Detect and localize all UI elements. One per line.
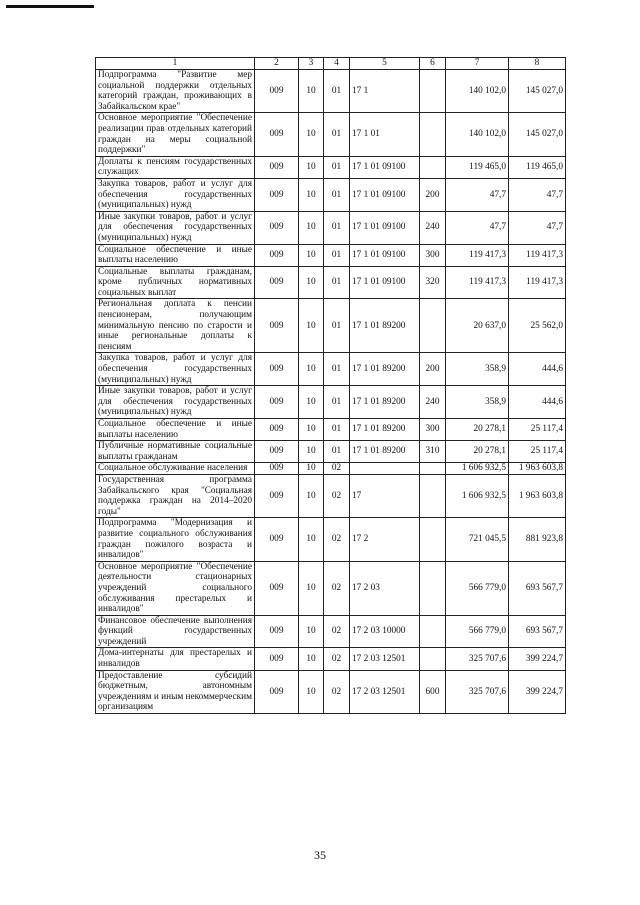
cell-section: 10 — [299, 463, 324, 475]
header-col-6: 6 — [420, 58, 446, 70]
cell-target-article — [350, 463, 420, 475]
cell-name: Подпрограмма "Модернизация и развитие социального обслуживания граждан пожилого возраста и инвалидов" — [96, 518, 255, 561]
cell-ministry-code: 009 — [255, 156, 299, 178]
cell-expense-type — [420, 474, 446, 517]
cell-amount-year-1: 325 707,6 — [446, 648, 509, 670]
cell-subsection: 01 — [324, 211, 350, 244]
header-col-2: 2 — [255, 58, 299, 70]
cell-amount-year-1: 721 045,5 — [446, 518, 509, 561]
cell-section: 10 — [299, 156, 324, 178]
cell-amount-year-2: 693 567,7 — [509, 615, 566, 648]
cell-section: 10 — [299, 561, 324, 615]
cell-section: 10 — [299, 386, 324, 419]
cell-subsection: 02 — [324, 561, 350, 615]
cell-subsection: 01 — [324, 156, 350, 178]
table-row — [96, 353, 566, 386]
cell-subsection: 02 — [324, 474, 350, 517]
cell-target-article: 17 1 01 09100 — [350, 266, 420, 299]
cell-expense-type: 240 — [420, 386, 446, 419]
cell-name: Региональная доплата к пенсии пенсионерам, получающим минимальную пенсию по старости и иные региональные доплаты к пенсиям — [96, 299, 255, 353]
cell-amount-year-2: 25 562,0 — [509, 299, 566, 353]
cell-amount-year-2: 145 027,0 — [509, 70, 566, 113]
cell-amount-year-1: 119 417,3 — [446, 244, 509, 266]
cell-subsection: 01 — [324, 386, 350, 419]
table-row — [96, 441, 566, 463]
cell-name: Публичные нормативные социальные выплаты гражданам — [96, 441, 255, 463]
cell-amount-year-1: 140 102,0 — [446, 70, 509, 113]
cell-subsection: 01 — [324, 244, 350, 266]
cell-section: 10 — [299, 211, 324, 244]
cell-amount-year-1: 140 102,0 — [446, 113, 509, 156]
cell-section: 10 — [299, 419, 324, 441]
cell-expense-type: 320 — [420, 266, 446, 299]
table-row — [96, 70, 566, 113]
cell-amount-year-1: 20 278,1 — [446, 441, 509, 463]
cell-amount-year-2: 119 465,0 — [509, 156, 566, 178]
cell-ministry-code: 009 — [255, 615, 299, 648]
budget-table-container — [95, 57, 565, 714]
cell-expense-type — [420, 299, 446, 353]
header-col-1: 1 — [96, 58, 255, 70]
cell-expense-type — [420, 518, 446, 561]
cell-ministry-code: 009 — [255, 518, 299, 561]
cell-ministry-code: 009 — [255, 463, 299, 475]
cell-target-article: 17 1 01 89200 — [350, 441, 420, 463]
page-number: 35 — [314, 848, 326, 862]
cell-amount-year-2: 145 027,0 — [509, 113, 566, 156]
cell-amount-year-2: 1 963 603,8 — [509, 474, 566, 517]
cell-ministry-code: 009 — [255, 419, 299, 441]
cell-name: Закупка товаров, работ и услуг для обеспечения государственных (муниципальных) нужд — [96, 178, 255, 211]
cell-ministry-code: 009 — [255, 211, 299, 244]
cell-amount-year-2: 399 224,7 — [509, 670, 566, 713]
cell-name: Социальное обеспечение и иные выплаты населению — [96, 244, 255, 266]
cell-expense-type — [420, 70, 446, 113]
table-row — [96, 113, 566, 156]
cell-subsection: 01 — [324, 113, 350, 156]
cell-subsection: 02 — [324, 463, 350, 475]
cell-ministry-code: 009 — [255, 670, 299, 713]
cell-name: Социальное обеспечение и иные выплаты населению — [96, 419, 255, 441]
cell-subsection: 01 — [324, 353, 350, 386]
cell-subsection: 01 — [324, 299, 350, 353]
cell-ministry-code: 009 — [255, 70, 299, 113]
cell-amount-year-2: 399 224,7 — [509, 648, 566, 670]
table-row — [96, 386, 566, 419]
cell-target-article: 17 2 03 12501 — [350, 670, 420, 713]
cell-target-article: 17 1 01 09100 — [350, 156, 420, 178]
cell-subsection: 01 — [324, 419, 350, 441]
budget-table — [95, 57, 566, 714]
cell-section: 10 — [299, 113, 324, 156]
cell-subsection: 02 — [324, 615, 350, 648]
cell-name: Социальные выплаты гражданам, кроме публичных нормативных социальных выплат — [96, 266, 255, 299]
cell-name: Иные закупки товаров, работ и услуг для обеспечения государственных (муниципальных) нужд — [96, 386, 255, 419]
cell-target-article: 17 1 01 09100 — [350, 178, 420, 211]
cell-expense-type: 300 — [420, 244, 446, 266]
cell-name: Дома-интернаты для престарелых и инвалидов — [96, 648, 255, 670]
cell-target-article: 17 1 — [350, 70, 420, 113]
cell-expense-type: 240 — [420, 211, 446, 244]
table-row — [96, 561, 566, 615]
cell-amount-year-2: 444,6 — [509, 353, 566, 386]
cell-section: 10 — [299, 266, 324, 299]
header-col-8: 8 — [509, 58, 566, 70]
table-row — [96, 211, 566, 244]
cell-ministry-code: 009 — [255, 648, 299, 670]
cell-section: 10 — [299, 299, 324, 353]
table-body — [96, 70, 566, 714]
cell-amount-year-2: 25 117,4 — [509, 441, 566, 463]
cell-subsection: 02 — [324, 648, 350, 670]
cell-amount-year-1: 20 278,1 — [446, 419, 509, 441]
cell-expense-type — [420, 463, 446, 475]
cell-expense-type — [420, 561, 446, 615]
cell-amount-year-1: 47,7 — [446, 211, 509, 244]
cell-amount-year-2: 1 963 603,8 — [509, 463, 566, 475]
cell-ministry-code: 009 — [255, 441, 299, 463]
cell-target-article: 17 1 01 89200 — [350, 419, 420, 441]
cell-target-article: 17 — [350, 474, 420, 517]
cell-section: 10 — [299, 70, 324, 113]
cell-ministry-code: 009 — [255, 113, 299, 156]
cell-expense-type: 300 — [420, 419, 446, 441]
cell-name: Закупка товаров, работ и услуг для обеспечения государственных (муниципальных) нужд — [96, 353, 255, 386]
cell-ministry-code: 009 — [255, 266, 299, 299]
cell-target-article: 17 1 01 89200 — [350, 299, 420, 353]
cell-target-article: 17 1 01 89200 — [350, 353, 420, 386]
cell-name: Государственная программа Забайкальского края "Социальная поддержка граждан на 2014–2020 годы" — [96, 474, 255, 517]
cell-subsection: 01 — [324, 441, 350, 463]
cell-amount-year-1: 358,9 — [446, 353, 509, 386]
cell-ministry-code: 009 — [255, 474, 299, 517]
cell-ministry-code: 009 — [255, 386, 299, 419]
cell-amount-year-2: 693 567,7 — [509, 561, 566, 615]
cell-ministry-code: 009 — [255, 353, 299, 386]
cell-subsection: 01 — [324, 178, 350, 211]
cell-target-article: 17 2 03 — [350, 561, 420, 615]
cell-name: Финансовое обеспечение выполнения функций государственных учреждений — [96, 615, 255, 648]
cell-name: Иные закупки товаров, работ и услуг для обеспечения государственных (муниципальных) нужд — [96, 211, 255, 244]
cell-ministry-code: 009 — [255, 299, 299, 353]
cell-expense-type — [420, 156, 446, 178]
cell-amount-year-2: 444,6 — [509, 386, 566, 419]
header-col-5: 5 — [350, 58, 420, 70]
cell-section: 10 — [299, 518, 324, 561]
cell-amount-year-1: 1 606 932,5 — [446, 474, 509, 517]
cell-name: Доплаты к пенсиям государственных служащих — [96, 156, 255, 178]
table-row — [96, 648, 566, 670]
cell-subsection: 01 — [324, 70, 350, 113]
cell-section: 10 — [299, 670, 324, 713]
cell-amount-year-1: 20 637,0 — [446, 299, 509, 353]
cell-section: 10 — [299, 178, 324, 211]
cell-amount-year-1: 325 707,6 — [446, 670, 509, 713]
cell-expense-type: 600 — [420, 670, 446, 713]
cell-name: Основное мероприятие "Обеспечение деятельности стационарных учреждений социального обслуживания престарелых и инвалидов" — [96, 561, 255, 615]
cell-target-article: 17 2 03 10000 — [350, 615, 420, 648]
cell-target-article: 17 1 01 09100 — [350, 211, 420, 244]
cell-name: Основное мероприятие "Обеспечение реализации прав отдельных категорий граждан на меры социальной поддержки" — [96, 113, 255, 156]
table-header-row — [96, 58, 566, 70]
cell-subsection: 02 — [324, 518, 350, 561]
cell-amount-year-1: 358,9 — [446, 386, 509, 419]
cell-amount-year-2: 881 923,8 — [509, 518, 566, 561]
cell-name: Подпрограмма "Развитие мер социальной поддержки отдельных категорий граждан, проживающих в Забайкальском крае" — [96, 70, 255, 113]
cell-expense-type: 200 — [420, 178, 446, 211]
cell-ministry-code: 009 — [255, 178, 299, 211]
cell-amount-year-1: 119 417,3 — [446, 266, 509, 299]
cell-target-article: 17 2 03 12501 — [350, 648, 420, 670]
cell-expense-type: 200 — [420, 353, 446, 386]
header-rule — [6, 5, 94, 8]
cell-target-article: 17 1 01 09100 — [350, 244, 420, 266]
cell-amount-year-2: 47,7 — [509, 178, 566, 211]
cell-expense-type — [420, 615, 446, 648]
table-row — [96, 244, 566, 266]
header-col-7: 7 — [446, 58, 509, 70]
cell-amount-year-1: 119 465,0 — [446, 156, 509, 178]
cell-ministry-code: 009 — [255, 561, 299, 615]
cell-amount-year-2: 47,7 — [509, 211, 566, 244]
cell-section: 10 — [299, 615, 324, 648]
cell-amount-year-1: 1 606 932,5 — [446, 463, 509, 475]
table-row — [96, 419, 566, 441]
cell-expense-type: 310 — [420, 441, 446, 463]
cell-section: 10 — [299, 648, 324, 670]
table-row — [96, 670, 566, 713]
cell-amount-year-1: 566 779,0 — [446, 615, 509, 648]
header-col-3: 3 — [299, 58, 324, 70]
cell-target-article: 17 1 01 89200 — [350, 386, 420, 419]
table-row — [96, 178, 566, 211]
cell-target-article: 17 1 01 — [350, 113, 420, 156]
header-col-4: 4 — [324, 58, 350, 70]
cell-amount-year-2: 119 417,3 — [509, 244, 566, 266]
table-row — [96, 518, 566, 561]
cell-subsection: 01 — [324, 266, 350, 299]
table-row — [96, 299, 566, 353]
cell-amount-year-2: 25 117,4 — [509, 419, 566, 441]
table-row — [96, 474, 566, 517]
table-row — [96, 463, 566, 475]
cell-section: 10 — [299, 441, 324, 463]
cell-expense-type — [420, 113, 446, 156]
cell-section: 10 — [299, 474, 324, 517]
cell-subsection: 02 — [324, 670, 350, 713]
cell-target-article: 17 2 — [350, 518, 420, 561]
cell-amount-year-1: 566 779,0 — [446, 561, 509, 615]
cell-name: Социальное обслуживание населения — [96, 463, 255, 475]
cell-section: 10 — [299, 244, 324, 266]
cell-amount-year-1: 47,7 — [446, 178, 509, 211]
cell-section: 10 — [299, 353, 324, 386]
cell-amount-year-2: 119 417,3 — [509, 266, 566, 299]
table-row — [96, 615, 566, 648]
cell-expense-type — [420, 648, 446, 670]
cell-name: Предоставление субсидий бюджетным, автономным учреждениям и иным некоммерческим организациям — [96, 670, 255, 713]
table-row — [96, 156, 566, 178]
cell-ministry-code: 009 — [255, 244, 299, 266]
table-row — [96, 266, 566, 299]
